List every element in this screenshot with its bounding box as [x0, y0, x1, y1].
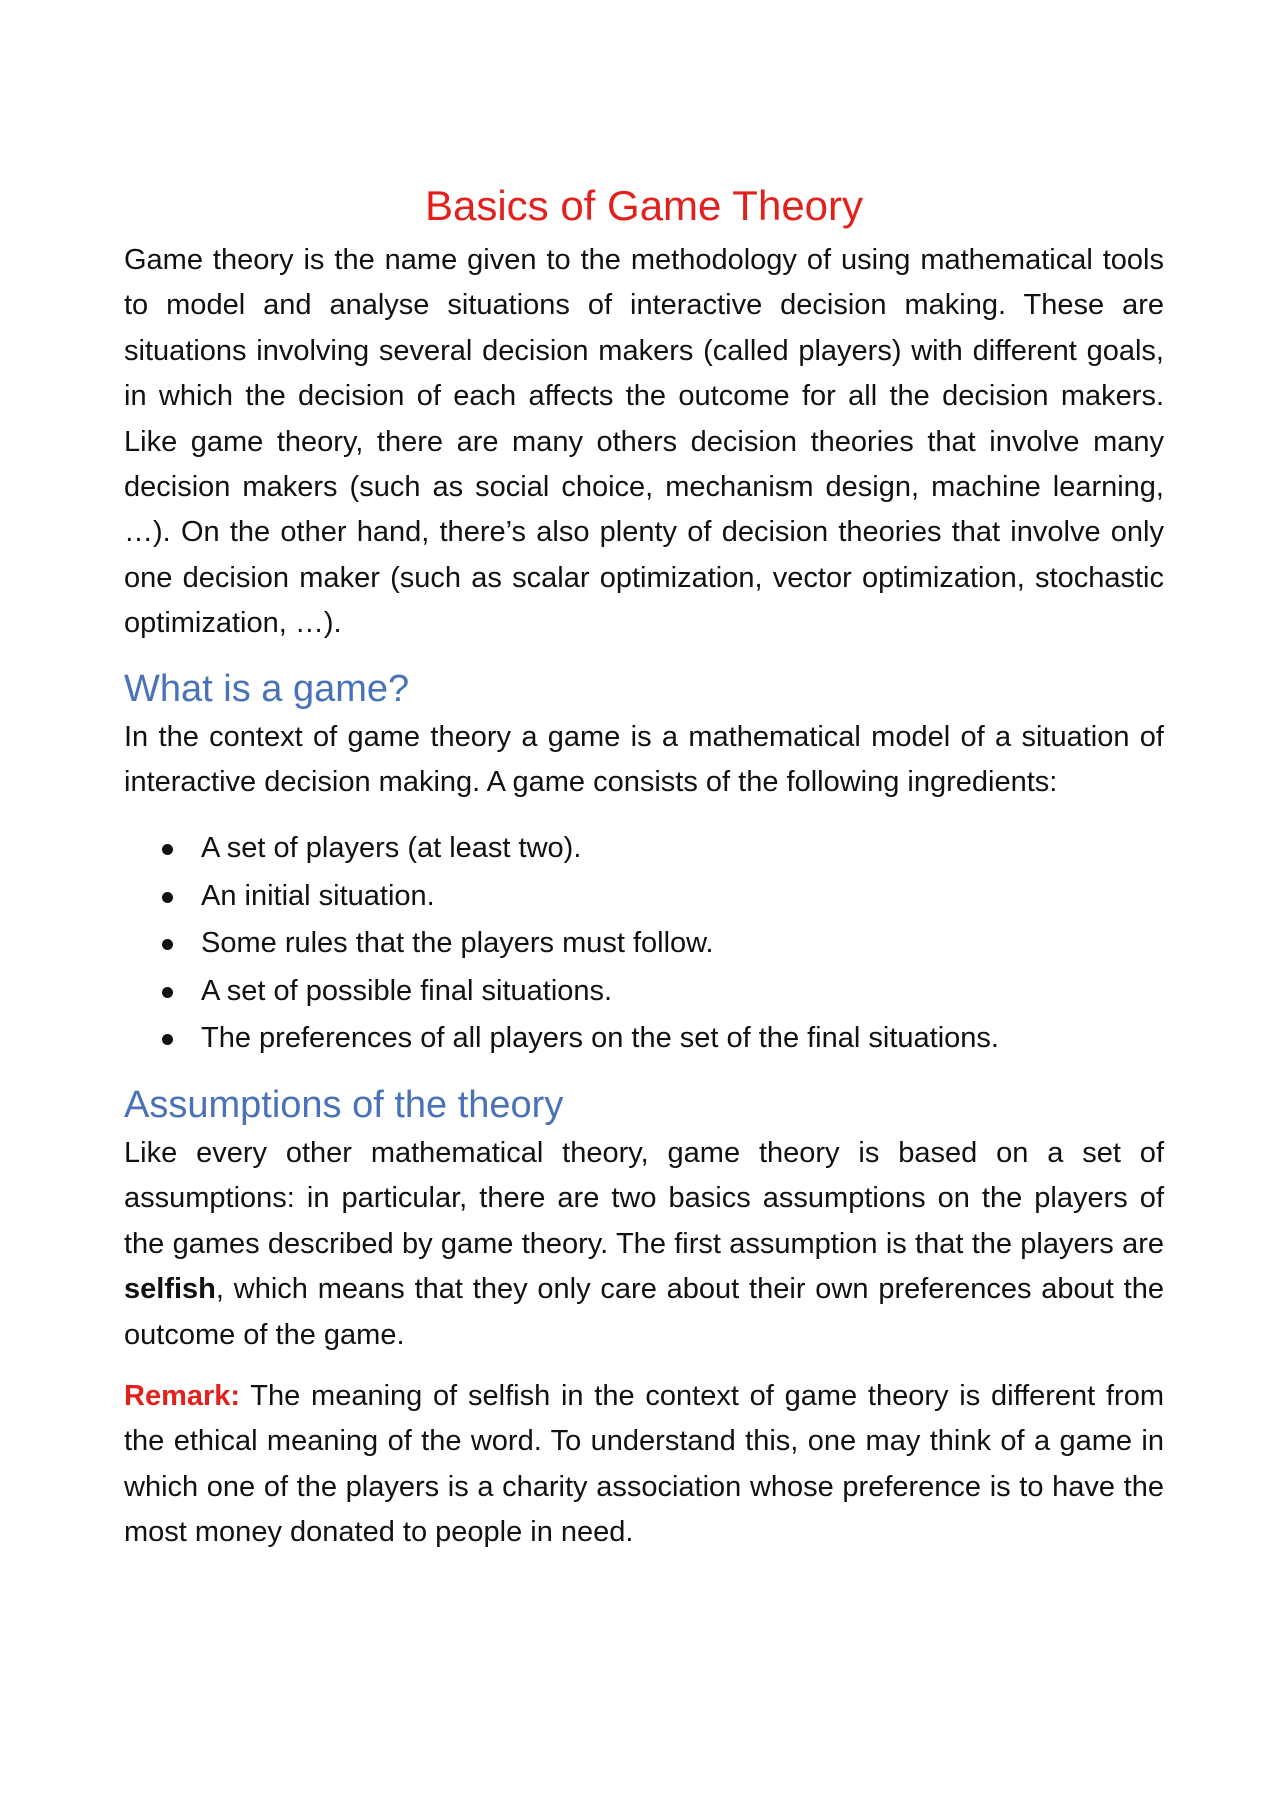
- selfish-bold-word: selfish: [124, 1273, 216, 1306]
- list-item: [124, 920, 1164, 968]
- list-item-text: An initial situation.: [201, 879, 435, 912]
- list-item-text: A set of players (at least two).: [201, 832, 582, 865]
- list-item: [124, 968, 1164, 1016]
- list-item-text: The preferences of all players on the set of the final situations.: [201, 1022, 999, 1055]
- remark-text: The meaning of selfish in the context of game theory is different from the ethical meaning of the word. To understand this, one may think of a game in which one of the players is a charity association whose preference is to have the most money donated to people in need.: [124, 1380, 1164, 1549]
- assumptions-text-after: , which means that they only care about their own preferences about the outcome of the game.: [124, 1273, 1164, 1351]
- bullet-icon: [162, 939, 173, 950]
- remark-label: Remark:: [124, 1380, 241, 1412]
- ingredients-list: [124, 825, 1164, 1063]
- list-item-text: Some rules that the players must follow.: [201, 927, 714, 960]
- intro-paragraph: Game theory is the name given to the methodology of using mathematical tools to model and analyse situations of interactive decision making. These are situations involving several decision makers (called players) with different goals, in which the decision of each affects the outcome for all the decision makers. Like game theory, there are many others decision theories that involve many decision makers (such as social choice, mechanism design, machine learning, …). On the other hand, there’s also plenty of decision theories that involve only one decision maker (such as scalar optimization, vector optimization, stochastic optimization, …).: [124, 244, 1164, 640]
- bullet-icon: [162, 987, 173, 998]
- section-assumptions-paragraph: [124, 1131, 1164, 1358]
- section-heading-what-is-a-game: What is a game?: [124, 667, 410, 710]
- list-item-text: A set of possible final situations.: [201, 974, 613, 1007]
- list-item: [124, 825, 1164, 873]
- bullet-icon: [162, 844, 173, 855]
- list-item: [124, 1015, 1164, 1063]
- assumptions-text-before: Like every other mathematical theory, game theory is based on a set of assumptions: in particular, there are two basics assumptions on the players of the games described by game theory. The first assumption is that the players are: [124, 1136, 1164, 1260]
- remark-paragraph: [124, 1374, 1164, 1556]
- section-heading-assumptions: Assumptions of the theory: [124, 1083, 564, 1126]
- document-content: [124, 178, 1164, 1556]
- bullet-icon: [162, 1034, 173, 1045]
- page-title: Basics of Game Theory: [424, 182, 864, 229]
- section-what-is-a-game-paragraph: In the context of game theory a game is a mathematical model of a situation of interactive decision making. A game consists of the following ingredients:: [124, 720, 1164, 799]
- bullet-icon: [162, 892, 173, 903]
- list-item: [124, 873, 1164, 921]
